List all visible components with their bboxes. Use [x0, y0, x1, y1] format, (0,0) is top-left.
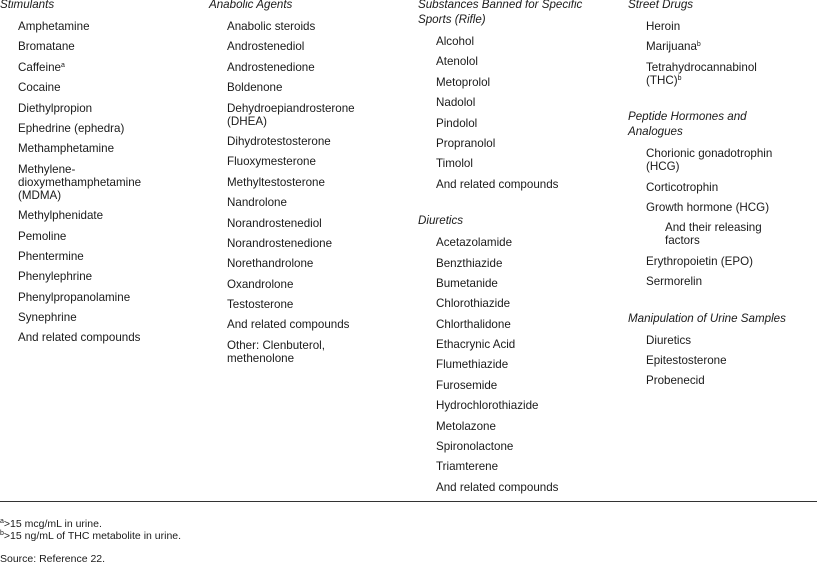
- substance-name: Spironolactone: [436, 440, 514, 454]
- substance-name: And related compounds: [18, 331, 141, 345]
- substance-name: Cocaine: [18, 81, 61, 95]
- substance-name: And related compounds: [227, 318, 350, 332]
- substance-item: [418, 355, 618, 375]
- substance-item: [628, 252, 817, 272]
- substance-name: Marijuana: [646, 40, 697, 54]
- substance-item: [628, 371, 817, 391]
- category-heading: Anabolic Agents: [209, 0, 293, 11]
- substance-item: [418, 175, 618, 195]
- substance-item: [418, 114, 618, 134]
- substance-name: Triamterene: [436, 460, 499, 474]
- substance-name: Ethacrynic Acid: [436, 338, 516, 352]
- substance-item: [0, 37, 200, 57]
- substance-item: [418, 396, 618, 416]
- substance-name: Heroin: [646, 20, 681, 33]
- substance-item: [209, 275, 409, 295]
- substance-item: [209, 37, 409, 57]
- substance-name: Synephrine: [18, 311, 77, 325]
- substance-item: [209, 152, 409, 172]
- substance-item: [418, 73, 618, 93]
- substance-item: [0, 139, 200, 159]
- category-heading: Stimulants: [0, 0, 55, 11]
- substance-name: Metoprolol: [436, 75, 491, 89]
- substance-name: Atenolol: [436, 55, 478, 69]
- category-heading: Street Drugs: [628, 0, 694, 11]
- substance-item: [209, 78, 409, 98]
- substance-name: Propranolol: [436, 136, 496, 150]
- substance-name: Androstenediol: [227, 40, 305, 54]
- substance-item: [628, 272, 817, 292]
- substance-name: Sermorelin: [646, 275, 703, 289]
- substance-name: Nandrolone: [227, 196, 287, 210]
- substance-item: [418, 233, 618, 253]
- footnote-b: [0, 530, 181, 542]
- group-spacer: [418, 195, 618, 213]
- footnote-marker: b: [677, 74, 682, 82]
- column-1: [0, 0, 200, 349]
- substance-name: Corticotrophin: [646, 180, 719, 194]
- substance-item: [0, 99, 200, 119]
- substance-item: [0, 58, 200, 78]
- substance-name: Phenylpropanolamine: [18, 290, 131, 304]
- substance-item: [628, 58, 817, 91]
- substance-name: Dehydroepiandrosterone (DHEA): [227, 101, 355, 128]
- substance-name: Caffeine: [18, 60, 61, 74]
- substance-item: [0, 227, 200, 247]
- substance-name: Diethylpropion: [18, 101, 93, 115]
- substance-name: Acetazolamide: [436, 236, 513, 250]
- substance-item: [209, 336, 409, 369]
- substance-item: [418, 294, 618, 314]
- substance-name: Benzthiazide: [436, 256, 503, 270]
- group-spacer: [628, 91, 817, 109]
- substance-name: Boldenone: [227, 81, 283, 95]
- substance-name: Dihydrotestosterone: [227, 134, 331, 148]
- substance-item: [0, 160, 200, 206]
- substance-item: [418, 437, 618, 457]
- substance-name: Chlorthalidone: [436, 317, 511, 331]
- substance-item: [418, 315, 618, 335]
- footnote-divider: [0, 501, 817, 502]
- substance-item: [0, 78, 200, 98]
- substance-name: Erythropoietin (EPO): [646, 254, 753, 268]
- substance-item: [418, 478, 618, 498]
- substance-item: [209, 234, 409, 254]
- category-heading: Peptide Hormones and Analogues: [628, 110, 747, 139]
- substance-name: Methamphetamine: [18, 142, 115, 156]
- substance-name: Chlorothiazide: [436, 297, 511, 311]
- footnote-marker: b: [696, 41, 701, 49]
- substance-item: [0, 119, 200, 139]
- substance-name: Bromatane: [18, 40, 75, 54]
- footnote-b-text: >15 ng/mL of THC metabolite in urine.: [3, 530, 182, 542]
- category-heading: Diuretics: [418, 214, 464, 228]
- category-heading: Manipulation of Urine Samples: [628, 311, 786, 325]
- substance-name: Furosemide: [436, 378, 498, 392]
- substance-name: Tetrahydrocannabinol (THC): [646, 60, 757, 87]
- substance-name: Amphetamine: [18, 20, 90, 33]
- substance-name: Alcohol: [436, 35, 475, 48]
- substance-item: [418, 93, 618, 113]
- substance-item: [209, 315, 409, 335]
- substance-item: [628, 331, 817, 351]
- substance-name: Chorionic gonadotrophin (HCG): [646, 147, 773, 174]
- group-spacer: [628, 293, 817, 311]
- substance-name: And their releasing factors: [665, 221, 762, 248]
- substance-name: Norandrostenediol: [227, 216, 322, 230]
- substance-item: [628, 17, 817, 37]
- substance-item: [209, 214, 409, 234]
- substance-name: Testosterone: [227, 298, 294, 312]
- substance-name: And related compounds: [436, 177, 559, 191]
- substance-item: [0, 267, 200, 287]
- substance-item: [418, 154, 618, 174]
- footnote-a-mark: a: [0, 518, 4, 525]
- substance-item: [209, 17, 409, 37]
- substance-name: Oxandrolone: [227, 277, 294, 291]
- substance-name: Phenylephrine: [18, 270, 93, 284]
- substance-item: [418, 376, 618, 396]
- substance-item: [628, 144, 817, 177]
- substance-name: Hydrochlorothiazide: [436, 399, 539, 413]
- substance-name: Growth hormone (HCG): [646, 200, 770, 214]
- substance-item: [628, 37, 817, 57]
- substance-name: Pemoline: [18, 229, 67, 243]
- substance-name: Methyltestosterone: [227, 175, 325, 189]
- substance-name: Ephedrine (ephedra): [18, 121, 125, 135]
- substance-item: [0, 206, 200, 226]
- substance-name: Methylphenidate: [18, 209, 104, 223]
- category-heading: Substances Banned for Specific Sports (Rifle): [418, 0, 583, 26]
- column-4: [628, 0, 817, 392]
- substance-name: Norethandrolone: [227, 257, 314, 271]
- column-3: [418, 0, 618, 498]
- substance-item: [418, 457, 618, 477]
- column-2: [209, 0, 409, 369]
- substance-name: Flumethiazide: [436, 358, 509, 372]
- substance-item: [628, 198, 817, 218]
- substance-item: [0, 17, 200, 37]
- substance-item: [209, 295, 409, 315]
- substance-item: [628, 351, 817, 371]
- substance-name: And related compounds: [436, 480, 559, 494]
- footnote-marker: a: [60, 61, 65, 69]
- substance-name: Other: Clenbuterol, methenolone: [227, 338, 325, 365]
- substance-item: [418, 254, 618, 274]
- substance-name: Timolol: [436, 157, 473, 171]
- substance-item: [209, 254, 409, 274]
- substance-item: [0, 288, 200, 308]
- substance-name: Nadolol: [436, 96, 476, 110]
- substance-name: Methylene- dioxymethamphetamine (MDMA): [18, 162, 142, 202]
- substance-item: [628, 218, 817, 251]
- substance-name: Bumetanide: [436, 276, 498, 290]
- substance-item: [209, 58, 409, 78]
- substance-name: Epitestosterone: [646, 353, 727, 367]
- substance-item: [418, 274, 618, 294]
- substance-name: Pindolol: [436, 116, 478, 130]
- substance-item: [418, 52, 618, 72]
- substance-name: Probenecid: [646, 374, 705, 388]
- substance-item: [418, 417, 618, 437]
- substance-name: Fluoxymesterone: [227, 155, 316, 169]
- substance-item: [209, 132, 409, 152]
- substance-name: Anabolic steroids: [227, 20, 316, 33]
- substance-item: [209, 193, 409, 213]
- substance-item: [628, 178, 817, 198]
- substance-name: Norandrostenedione: [227, 236, 333, 250]
- footnote-b-mark: b: [0, 530, 4, 537]
- substance-name: Diuretics: [646, 333, 692, 347]
- substance-item: [209, 99, 409, 132]
- footnote-a: [0, 518, 102, 530]
- substance-item: [418, 335, 618, 355]
- footnote-a-text: >15 mcg/mL in urine.: [3, 518, 102, 530]
- substance-name: Phentermine: [18, 249, 84, 263]
- substance-name: Androstenedione: [227, 60, 315, 74]
- substance-item: [418, 32, 618, 52]
- source-note: Source: Reference 22.: [0, 553, 106, 565]
- substance-item: [0, 247, 200, 267]
- substance-name: Metolazone: [436, 419, 496, 433]
- substance-item: [418, 134, 618, 154]
- substance-item: [209, 173, 409, 193]
- substance-item: [0, 328, 200, 348]
- substance-item: [0, 308, 200, 328]
